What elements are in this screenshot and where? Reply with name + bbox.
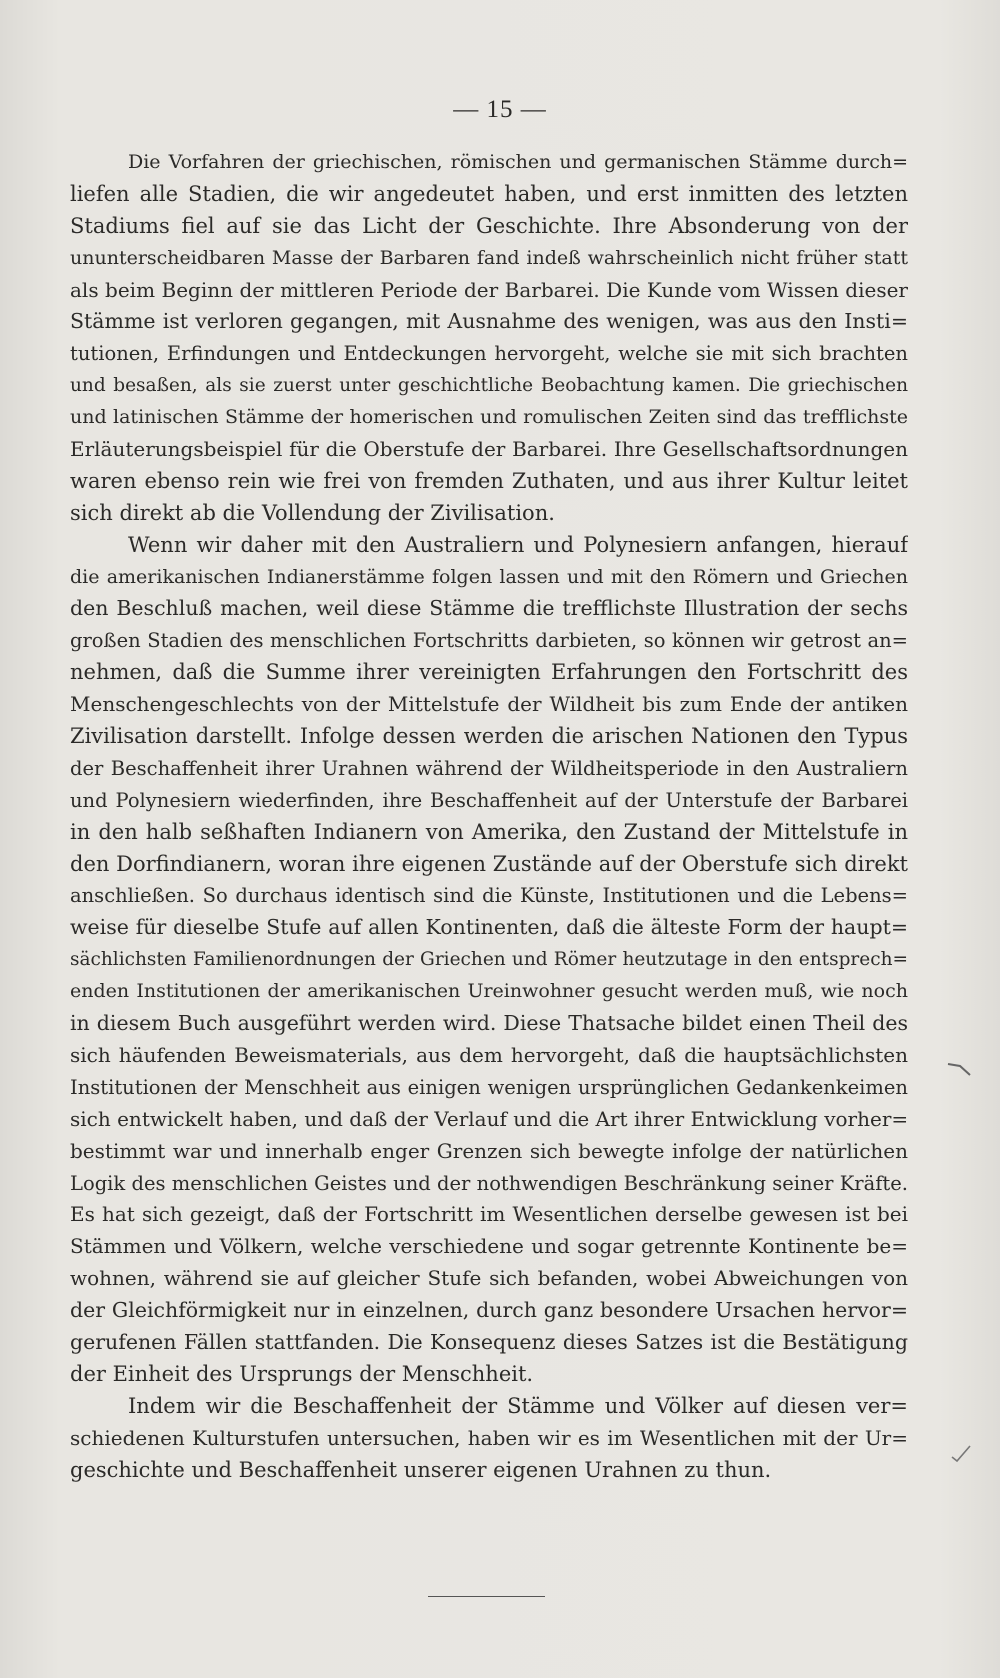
text-line: liefen alle Stadien, die wir angedeutet haben, und erst inmitten des letzten	[70, 181, 908, 206]
paragraph	[70, 147, 908, 530]
text-line: geschichte und Beschaffenheit unserer eigenen Urahnen zu thun.	[70, 1457, 772, 1482]
text-line: sich entwickelt haben, und daß der Verlauf und die Art ihrer Entwicklung vorher=	[70, 1106, 908, 1131]
page-number: — 15 —	[453, 96, 547, 123]
text-line: Logik des menschlichen Geistes und der nothwendigen Beschränkung seiner Kräfte.	[70, 1171, 908, 1195]
body-text	[70, 147, 908, 1486]
text-line: die amerikanischen Indianerstämme folgen lassen und mit den Römern und Griechen	[70, 565, 908, 588]
text-line: gerufenen Fällen stattfanden. Die Konsequenz dieses Satzes ist die Bestätigung	[70, 1329, 908, 1354]
text-line: tutionen, Erfindungen und Entdeckungen hervorgeht, welche sie mit sich brachten	[70, 342, 908, 366]
text-line: nehmen, daß die Summe ihrer vereinigten Erfahrungen den Fortschritt des	[70, 660, 908, 685]
paragraph	[70, 1391, 908, 1487]
text-line: Zivilisation darstellt. Infolge dessen werden die arischen Nationen den Typus	[70, 724, 908, 749]
text-line: sich häufenden Beweismaterials, aus dem hervorgeht, daß die hauptsächlichsten	[70, 1042, 908, 1067]
pencil-mark-icon	[946, 1060, 972, 1078]
text-line: sich direkt ab die Vollendung der Zivilisation.	[70, 500, 555, 525]
text-line: schiedenen Kulturstufen untersuchen, haben wir es im Wesentlichen mit der Ur=	[70, 1425, 908, 1450]
text-line: Die Vorfahren der griechischen, römischen und germanischen Stämme durch=	[128, 151, 908, 173]
text-line: enden Institutionen der amerikanischen Ureinwohner gesucht werden muß, wie noch	[70, 980, 908, 1003]
text-line: der Einheit des Ursprungs der Menschheit.	[70, 1361, 534, 1386]
text-line: Stadiums fiel auf sie das Licht der Geschichte. Ihre Absonderung von der	[70, 213, 908, 238]
text-line: und latinischen Stämme der homerischen und romulischen Zeiten sind das trefflichste	[70, 406, 908, 429]
pencil-checkmark-icon	[950, 1443, 972, 1463]
text-line: der Gleichförmigkeit nur in einzelnen, durch ganz besondere Ursachen hervor=	[70, 1298, 908, 1323]
text-line: Menschengeschlechts von der Mittelstufe der Wildheit bis zum Ende der antiken	[70, 692, 908, 717]
text-line: großen Stadien des menschlichen Fortschritts darbieten, so können wir getrost an=	[70, 629, 908, 653]
text-line: und besaßen, als sie zuerst unter geschichtliche Beobachtung kamen. Die griechischen	[70, 375, 908, 397]
text-line: Erläuterungsbeispiel für die Oberstufe der Barbarei. Ihre Gesellschaftsordnungen	[70, 437, 908, 462]
text-line: waren ebenso rein wie frei von fremden Zuthaten, und aus ihrer Kultur leitet	[70, 468, 908, 493]
text-line: den Dorfindianern, woran ihre eigenen Zustände auf der Oberstufe sich direkt	[70, 851, 908, 876]
text-line: anschließen. So durchaus identisch sind die Künste, Institutionen und die Lebens=	[70, 884, 908, 908]
text-line: sächlichsten Familienordnungen der Griechen und Römer heutzutage in den entsprech=	[70, 949, 908, 971]
text-line: als beim Beginn der mittleren Periode der Barbarei. Die Kunde vom Wissen dieser	[70, 277, 908, 302]
text-line: der Beschaffenheit ihrer Urahnen während der Wildheitsperiode in den Australiern	[70, 756, 908, 780]
text-line: Indem wir die Beschaffenheit der Stämme und Völker auf diesen ver=	[128, 1393, 908, 1418]
text-line: Stämme ist verloren gegangen, mit Ausnahme des wenigen, was aus den Insti=	[70, 309, 908, 334]
section-divider	[428, 1596, 545, 1597]
text-line: Institutionen der Menschheit aus einigen wenigen ursprünglichen Gedankenkeimen	[70, 1075, 908, 1099]
text-line: den Beschluß machen, weil diese Stämme die trefflichste Illustration der sechs	[70, 596, 908, 621]
text-line: Wenn wir daher mit den Australiern und Polynesiern anfangen, hierauf	[128, 532, 908, 557]
text-line: ununterscheidbaren Masse der Barbaren fand indeß wahrscheinlich nicht früher statt	[70, 246, 908, 269]
text-line: Stämmen und Völkern, welche verschiedene und sogar getrennte Kontinente be=	[70, 1234, 908, 1259]
paragraph	[70, 530, 908, 1391]
text-line: Es hat sich gezeigt, daß der Fortschritt im Wesentlichen derselbe gewesen ist bei	[70, 1202, 908, 1227]
text-line: in diesem Buch ausgeführt werden wird. Diese Thatsache bildet einen Theil des	[70, 1011, 908, 1036]
text-line: in den halb seßhaften Indianern von Amerika, den Zustand der Mittelstufe in	[70, 819, 908, 844]
text-line: wohnen, während sie auf gleicher Stufe sich befanden, wobei Abweichungen von	[70, 1266, 908, 1291]
text-line: bestimmt war und innerhalb enger Grenzen sich bewegte infolge der natürlichen	[70, 1138, 908, 1163]
text-line: weise für dieselbe Stufe auf allen Kontinenten, daß die älteste Form der haupt=	[70, 915, 908, 940]
text-line: und Polynesiern wiederfinden, ihre Beschaffenheit auf der Unterstufe der Barbarei	[70, 788, 908, 812]
